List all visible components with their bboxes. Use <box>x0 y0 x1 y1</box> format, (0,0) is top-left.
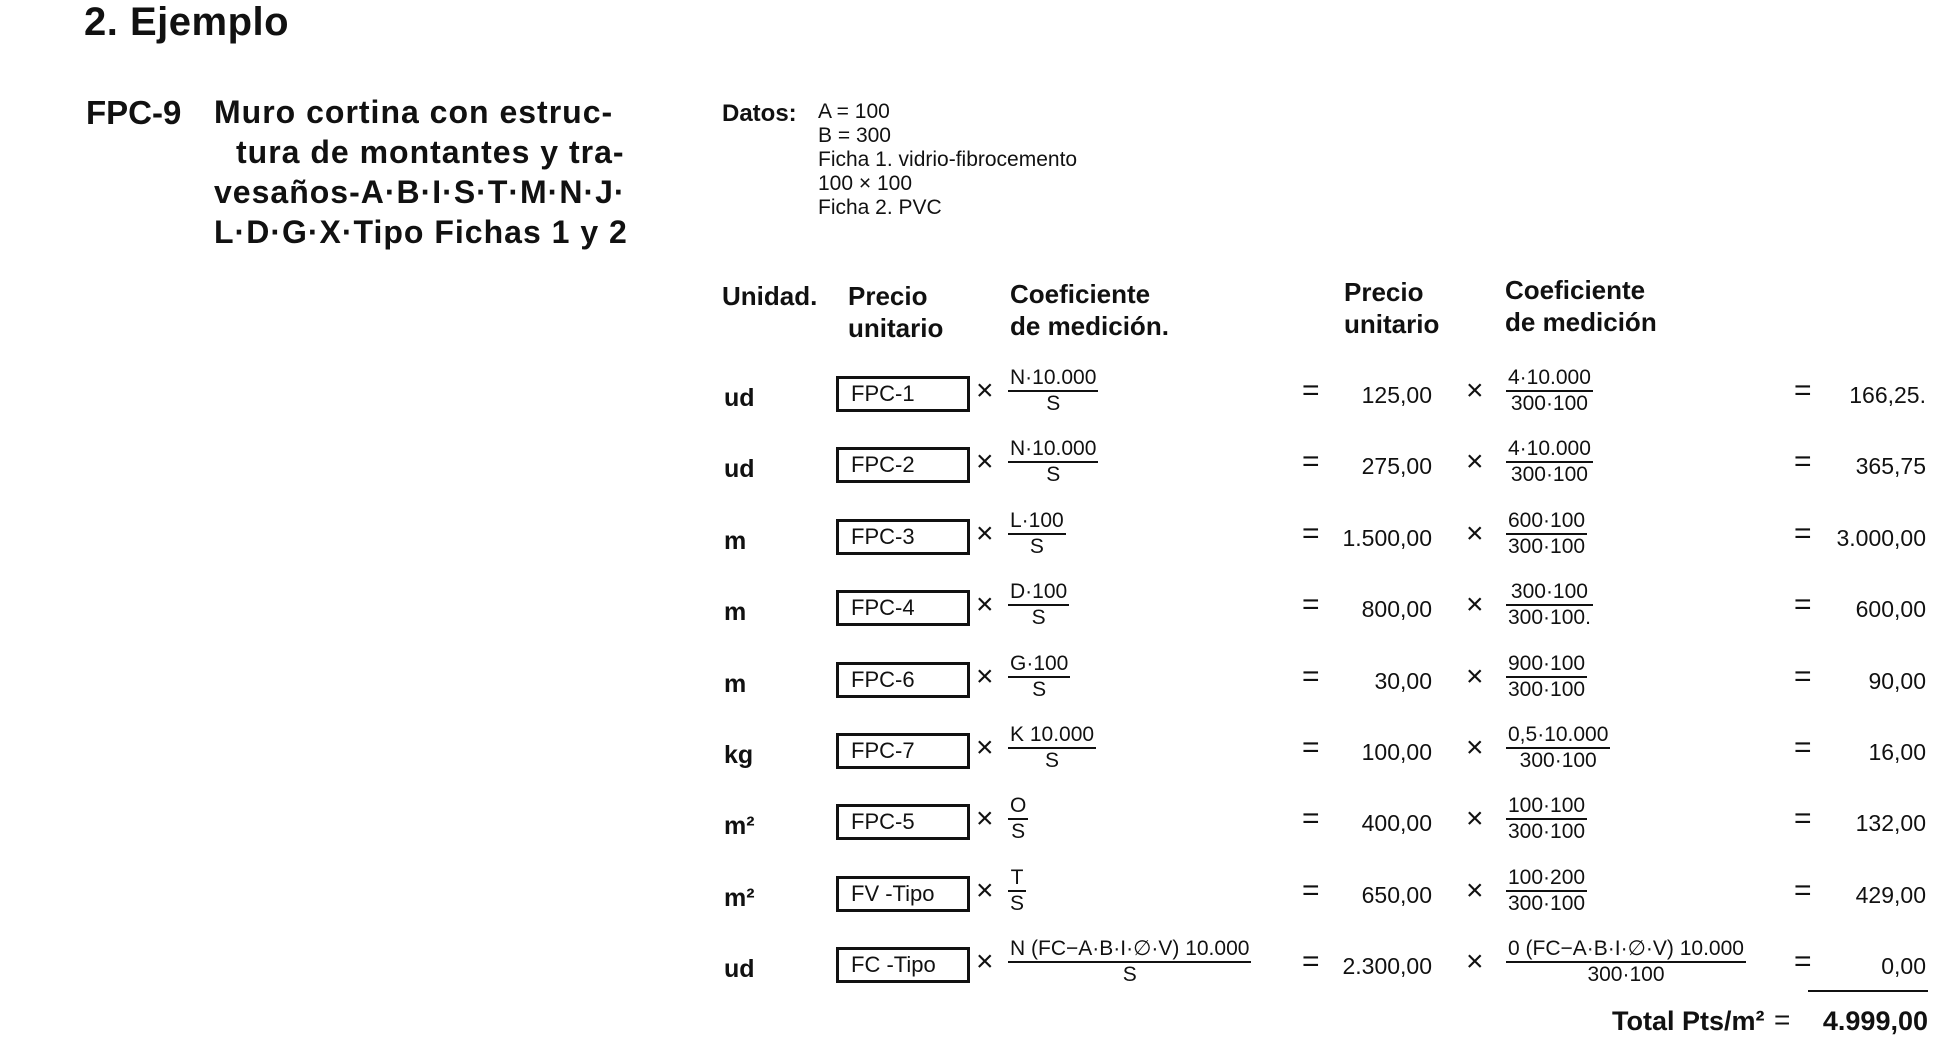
coefficient-denominator: 300·100 <box>1506 390 1593 416</box>
formula-numerator: L·100 <box>1010 508 1064 532</box>
coefficient-denominator: 300·100 <box>1506 747 1610 773</box>
formula-numerator: N (FC−A·B·I·∅·V) 10.000 <box>1010 937 1250 961</box>
times-sign: × <box>976 588 994 622</box>
table-row <box>0 437 1936 503</box>
row-result: 90,00 <box>1868 667 1926 694</box>
equals-sign: = <box>1302 945 1320 979</box>
formula-numerator: D·100 <box>1010 580 1068 604</box>
header-line: de medición. <box>1010 311 1169 341</box>
equals-sign: = <box>1794 873 1812 907</box>
times-sign: × <box>1466 445 1484 479</box>
equals-sign: = <box>1794 659 1812 693</box>
row-result: 365,75 <box>1855 453 1926 480</box>
formula-numerator: T <box>1010 865 1024 889</box>
row-result: 3.000,00 <box>1836 524 1926 551</box>
row-unit: m <box>724 526 747 555</box>
header-coeficiente-2 <box>1505 274 1657 338</box>
row-coefficient <box>1506 937 1746 987</box>
row-unit: ud <box>724 455 755 484</box>
table-row <box>0 937 1936 1003</box>
header-line: Coeficiente <box>1505 275 1646 305</box>
row-formula <box>1008 866 1026 916</box>
equals-sign: = <box>1302 445 1320 479</box>
row-formula <box>1008 509 1066 559</box>
equals-sign: = <box>1302 802 1320 836</box>
row-result: 132,00 <box>1855 810 1926 837</box>
row-formula <box>1008 794 1028 844</box>
equals-sign: = <box>1794 588 1812 622</box>
formula-denominator: S <box>1008 676 1070 702</box>
datos-line: A = 100 <box>818 100 890 123</box>
row-result: 16,00 <box>1868 739 1926 765</box>
item-description-line: vesaños-A·B·I·S·T·M·N·J· <box>214 174 626 210</box>
row-formula <box>1008 652 1070 702</box>
row-formula <box>1008 437 1098 487</box>
row-code-box: FPC-5 <box>836 804 970 840</box>
formula-denominator: S <box>1010 891 1025 915</box>
times-sign: × <box>976 374 994 407</box>
datos-label: Datos: <box>722 100 797 127</box>
datos-line: Ficha 2. PVC <box>818 196 942 219</box>
table-row <box>0 366 1936 432</box>
times-sign: × <box>1466 516 1484 550</box>
row-price: 800,00 <box>1361 596 1432 623</box>
row-price: 650,00 <box>1361 881 1432 908</box>
equals-sign: = <box>1302 374 1320 407</box>
coefficient-denominator: 300·100 <box>1508 677 1586 701</box>
row-code-box: FPC-1 <box>836 376 970 412</box>
formula-denominator: S <box>1008 461 1098 487</box>
row-price: 400,00 <box>1361 810 1432 837</box>
header-line: Precio <box>1344 277 1424 307</box>
total-value: 4.999,00 <box>1822 1006 1928 1036</box>
coefficient-denominator: 300·100 <box>1506 961 1746 987</box>
formula-denominator: S <box>1008 961 1251 987</box>
row-unit: m² <box>724 883 755 912</box>
formula-numerator: K 10.000 <box>1010 723 1095 746</box>
item-code: FPC-9 <box>86 94 182 131</box>
row-coefficient <box>1506 580 1593 630</box>
coefficient-numerator: 100·200 <box>1508 865 1586 889</box>
item-description-line: L·D·G·X·Tipo Fichas 1 y 2 <box>214 214 628 250</box>
times-sign: × <box>976 873 994 907</box>
row-coefficient <box>1506 366 1593 416</box>
table-row <box>0 865 1936 932</box>
times-sign: × <box>1466 374 1484 407</box>
row-coefficient <box>1506 652 1587 702</box>
row-result: 600,00 <box>1855 596 1926 623</box>
row-price: 30,00 <box>1374 667 1432 694</box>
coefficient-denominator: 300·100 <box>1508 820 1586 844</box>
row-unit: m² <box>724 812 755 841</box>
header-precio-unitario <box>848 280 943 344</box>
row-code-box: FPC-7 <box>836 733 970 769</box>
header-unidad: Unidad. <box>722 281 818 311</box>
formula-numerator: N·10.000 <box>1010 366 1097 389</box>
coefficient-denominator: 300·100. <box>1508 606 1591 630</box>
row-price: 125,00 <box>1361 382 1432 408</box>
table-row <box>0 508 1936 575</box>
equals-sign: = <box>1302 873 1320 907</box>
coefficient-denominator: 300·100 <box>1508 891 1586 915</box>
coefficient-numerator: 300·100 <box>1510 580 1588 604</box>
row-coefficient <box>1506 437 1593 487</box>
equals-sign: = <box>1794 945 1812 979</box>
total-label: Total Pts/m² <box>1612 1006 1765 1036</box>
row-code-box: FC -Tipo <box>836 947 970 983</box>
times-sign: × <box>1466 802 1484 836</box>
times-sign: × <box>1466 873 1484 907</box>
row-unit: ud <box>724 384 755 412</box>
formula-numerator: O <box>1010 794 1027 818</box>
row-result: 166,25. <box>1849 382 1926 408</box>
equals-sign: = <box>1302 516 1320 550</box>
formula-denominator: S <box>1008 533 1066 559</box>
times-sign: × <box>976 445 994 479</box>
row-coefficient <box>1506 866 1587 916</box>
equals-sign: = <box>1794 374 1812 407</box>
row-coefficient <box>1506 723 1610 773</box>
coefficient-numerator: 100·100 <box>1508 794 1586 818</box>
equals-sign: = <box>1794 516 1812 550</box>
datos-line: 100 × 100 <box>818 172 913 195</box>
formula-denominator: S <box>1008 747 1096 773</box>
total-equals-sign: = <box>1774 1004 1791 1035</box>
row-formula <box>1008 723 1096 773</box>
coefficient-numerator: 0 (FC−A·B·I·∅·V) 10.000 <box>1508 937 1744 961</box>
coefficient-numerator: 900·100 <box>1508 651 1586 675</box>
header-line: unitario <box>848 313 944 343</box>
equals-sign: = <box>1302 659 1320 693</box>
table-row <box>0 723 1936 789</box>
row-unit: ud <box>724 955 755 984</box>
formula-denominator: S <box>1008 390 1098 416</box>
coefficient-denominator: 300·100 <box>1508 534 1586 558</box>
coefficient-numerator: 600·100 <box>1508 508 1586 532</box>
row-code-box: FPC-2 <box>836 447 970 483</box>
table-row <box>0 651 1936 718</box>
coefficient-numerator: 4·10.000 <box>1508 437 1591 461</box>
times-sign: × <box>1466 945 1484 979</box>
header-line: Precio <box>848 281 928 311</box>
table-row <box>0 580 1936 646</box>
row-unit: kg <box>724 741 754 769</box>
row-price: 1.500,00 <box>1342 524 1432 551</box>
row-coefficient <box>1506 509 1587 559</box>
row-price: 275,00 <box>1361 453 1432 480</box>
times-sign: × <box>1466 731 1484 764</box>
times-sign: × <box>976 516 994 550</box>
datos-line: B = 300 <box>818 124 891 147</box>
formula-numerator: G·100 <box>1010 651 1069 675</box>
row-unit: m <box>724 598 747 627</box>
row-code-box: FPC-6 <box>836 662 970 698</box>
row-coefficient <box>1506 794 1587 844</box>
header-line: Coeficiente <box>1010 279 1151 309</box>
times-sign: × <box>976 945 994 979</box>
header-coeficiente <box>1010 278 1169 342</box>
datos-line: Ficha 1. vidrio-fibrocemento <box>818 148 1078 171</box>
header-precio-unitario-2 <box>1344 276 1439 340</box>
row-price: 2.300,00 <box>1342 953 1432 980</box>
row-code-box: FV -Tipo <box>836 876 970 912</box>
row-price: 100,00 <box>1361 739 1432 765</box>
times-sign: × <box>976 802 994 836</box>
times-sign: × <box>976 731 994 764</box>
row-unit: m <box>724 669 747 698</box>
equals-sign: = <box>1302 731 1320 764</box>
header-line: de medición <box>1505 307 1657 337</box>
coefficient-numerator: 0,5·10.000 <box>1508 723 1609 746</box>
times-sign: × <box>1466 659 1484 693</box>
equals-sign: = <box>1794 445 1812 479</box>
equals-sign: = <box>1794 802 1812 836</box>
row-result: 0,00 <box>1881 953 1926 980</box>
header-line: unitario <box>1344 309 1440 339</box>
coefficient-numerator: 4·10.000 <box>1508 366 1591 389</box>
row-formula <box>1008 580 1069 630</box>
formula-denominator: S <box>1008 818 1028 844</box>
row-result: 429,00 <box>1855 881 1926 908</box>
row-code-box: FPC-4 <box>836 590 970 626</box>
item-description-line: tura de montantes y tra- <box>236 134 625 170</box>
section-title: 2. Ejemplo <box>84 0 290 44</box>
total-rule <box>1808 990 1928 992</box>
row-code-box: FPC-3 <box>836 519 970 555</box>
times-sign: × <box>976 659 994 693</box>
formula-numerator: N·10.000 <box>1010 437 1097 461</box>
coefficient-denominator: 300·100 <box>1506 461 1593 487</box>
item-description-line: Muro cortina con estruc- <box>214 94 614 130</box>
times-sign: × <box>1466 588 1484 622</box>
equals-sign: = <box>1794 731 1812 764</box>
row-formula <box>1008 937 1251 987</box>
row-formula <box>1008 366 1098 416</box>
equals-sign: = <box>1302 588 1320 622</box>
formula-denominator: S <box>1008 604 1069 630</box>
table-row <box>0 794 1936 860</box>
